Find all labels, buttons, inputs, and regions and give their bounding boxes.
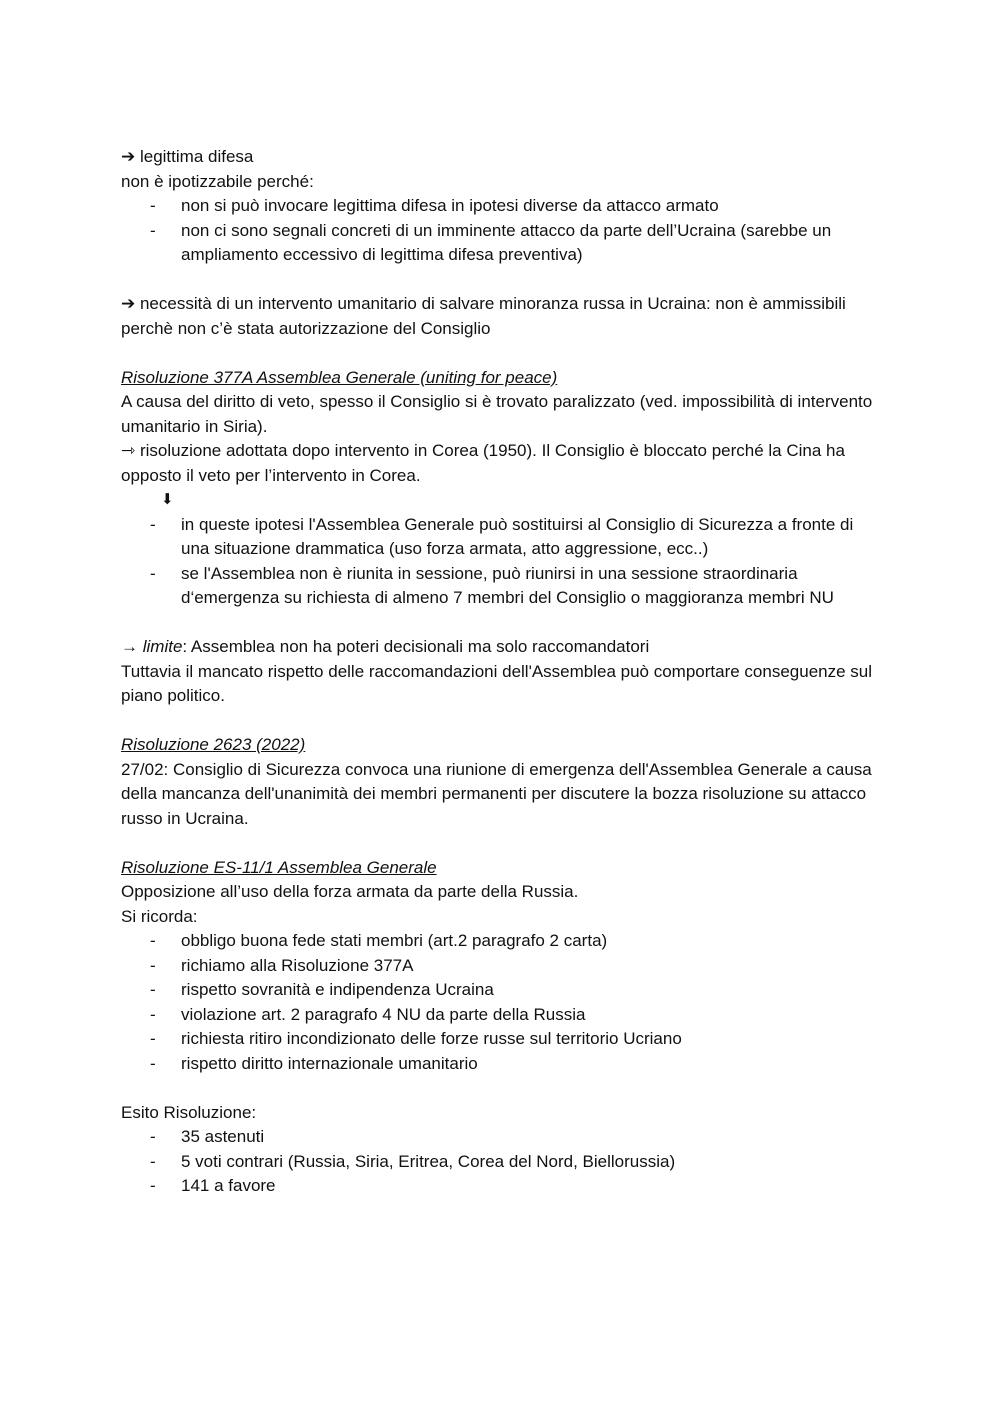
list-item-text: in queste ipotesi l'Assemblea Generale può sostituirsi al Consiglio di Sicurezza a fronte di una situazione drammatica (uso forza armata, atto aggressione, ecc..) [181,514,854,558]
list-item [121,978,881,1003]
list-item [121,954,881,979]
list-item-text: obbligo buona fede stati membri (art.2 paragrafo 2 carta) [181,931,608,950]
dash-bullet: - [150,563,156,583]
dash-bullet: - [150,980,156,999]
list-item-text: 5 voti contrari (Russia, Siria, Eritrea, Corea del Nord, Biellorussia) [181,1151,676,1171]
list-item-text: non ci sono segnali concreti di un imminente attacco da parte dell’Ucraina (sarebbe un ampliamento eccessivo di legittima difesa preventiva) [181,220,832,264]
list-item [121,194,881,219]
dash-bullet: - [150,1127,156,1146]
list-item-text: 35 astenuti [181,1127,265,1146]
list-item-text: richiesta ritiro incondizionato delle forze russe sul territorio Ucriano [181,1029,682,1048]
dash-bullet: - [150,514,156,534]
legittima-difesa-list [121,194,881,268]
dash-bullet: - [150,955,156,975]
legittima-difesa-line: ➔ legittima difesa [121,147,254,166]
list-item [121,929,881,954]
section-heading: Risoluzione ES-11/1 Assemblea Generale [121,857,437,877]
list-item-text: rispetto sovranità e indipendenza Ucraina [181,980,494,999]
paragraph: Si ricorda: [121,906,198,926]
paragraph: Opposizione all’uso della forza armata da parte della Russia. [121,882,579,901]
list-item [121,1052,881,1077]
list-item [121,1003,881,1028]
list-item-text: richiamo alla Risoluzione 377A [181,955,414,975]
dash-bullet: - [150,1176,156,1195]
section-heading: Risoluzione 377A Assemblea Generale (uniting for peace) [121,367,558,387]
document-body [121,145,881,1199]
paragraph: ⇾ risoluzione adottata dopo intervento in Corea (1950). Il Consiglio è bloccato perché la Cina ha opposto il veto per l’intervento in Corea. [121,441,845,485]
list-item [121,1027,881,1052]
dash-bullet: - [150,1029,156,1048]
esito-risoluzione-label: Esito Risoluzione: [121,1102,257,1122]
paragraph: Tuttavia il mancato rispetto delle raccomandazioni dell'Assemblea può comportare conseguenze sul piano politico. [121,661,873,705]
list-item [121,562,881,611]
list-item-text: rispetto diritto internazionale umanitario [181,1053,478,1073]
list-item-text: 141 a favore [181,1176,276,1195]
list-item [121,1174,881,1199]
paragraph: A causa del diritto di veto, spesso il Consiglio si è trovato paralizzato (ved. impossibilità di intervento umanitario in Siria). [121,392,873,436]
intervento-umanitario-paragraph: ➔ necessità di un intervento umanitario di salvare minoranza russa in Ucraina: non è ammissibili perchè non c’è stata autorizzazione del Consiglio [121,294,846,338]
dash-bullet: - [150,220,156,240]
list-item-text: violazione art. 2 paragrafo 4 NU da parte della Russia [181,1004,586,1024]
limite-label: limite [142,637,183,656]
dash-bullet: - [150,196,156,215]
si-ricorda-list [121,929,881,1076]
dash-bullet: - [150,1053,156,1073]
dash-bullet: - [150,1151,156,1171]
dash-bullet: - [150,931,156,950]
list-item [121,513,881,562]
paragraph: 27/02: Consiglio di Sicurezza convoca una riunione di emergenza dell'Assemblea Generale a causa della mancanza dell'unanimità dei membri permanenti per discutere la bozza risoluzione su attacco russo in Ucraina. [121,759,872,828]
list-item [121,1150,881,1175]
limite-text: : Assemblea non ha poteri decisionali ma solo raccomandatori [182,637,650,656]
uniting-for-peace-list [121,513,881,611]
right-arrow-icon: → [121,637,143,656]
dash-bullet: - [150,1004,156,1024]
down-arrow-icon: ⬇ [161,491,174,508]
non-ipotizzabile-line: non è ipotizzabile perché: [121,171,314,191]
limite-line [121,635,881,660]
list-item [121,219,881,268]
list-item [121,1125,881,1150]
section-heading: Risoluzione 2623 (2022) [121,735,306,754]
list-item-text: non si può invocare legittima difesa in ipotesi diverse da attacco armato [181,196,719,215]
esito-list [121,1125,881,1199]
list-item-text: se l'Assemblea non è riunita in sessione, può riunirsi in una sessione straordinaria d‘emergenza su richiesta di almeno 7 membri del Consiglio o maggioranza membri NU [181,563,834,607]
